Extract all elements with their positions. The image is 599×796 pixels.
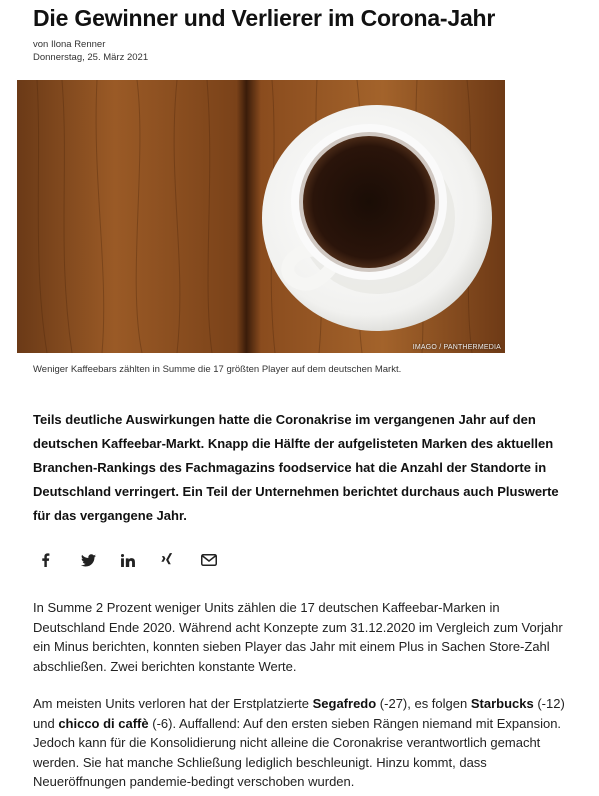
share-email-button[interactable] — [193, 548, 233, 572]
share-linkedin-button[interactable] — [113, 548, 153, 572]
share-twitter-button[interactable] — [73, 548, 113, 572]
article-title: Die Gewinner und Verlierer im Corona-Jahr — [33, 5, 496, 31]
author: von Ilona Renner — [33, 39, 106, 50]
image-caption: Weniger Kaffeebars zählten in Summe die 17 größten Player auf dem deutschen Markt. — [33, 364, 402, 375]
article-paragraph: In Summe 2 Prozent weniger Units zählen die 17 deutschen Kaffeebar-Marken in Deutschland Ende 2020. Während acht Konzepte zum 31.12.2020 im Vergleich zum Vorjahr ein Minus berichten, konnten sieben Player das Jahr mit einem Plus in Sachen Store-Zahl abschließen. Zwei berichten konstante Werte. — [33, 600, 563, 674]
brand-starbucks: Starbucks — [470, 696, 534, 711]
coffee-cup-photo — [17, 80, 505, 353]
article-paragraph — [33, 694, 573, 792]
text-span: Am meisten Units verloren hat der Erstplatzierte — [33, 696, 313, 711]
text-span: (-27), es folgen — [376, 696, 471, 711]
image-credit: IMAGO / PANTHERMEDIA — [412, 344, 501, 351]
twitter-icon — [81, 554, 96, 567]
article-meta — [33, 39, 148, 64]
text-span: (-12) und — [33, 696, 565, 731]
hero-image — [17, 80, 505, 353]
text-span: (-6). Auffallend: Auf den ersten sieben Rängen niemand mit Expansion. Jedoch kann für die Konsolidierung nicht alleine die Coronakrise verantwortlich gemacht werden. Sie hat manche Schließung lediglich beschleunigt. Hinzu kommt, dass Neueröffnungen pandemie-bedingt verschoben wurden. — [33, 715, 562, 789]
publish-date: Donnerstag, 25. März 2021 — [33, 51, 149, 63]
xing-icon — [161, 553, 173, 567]
share-bar — [33, 548, 233, 572]
linkedin-icon — [121, 554, 135, 567]
brand-segafredo: Segafredo — [312, 696, 377, 711]
article-lead: Teils deutliche Auswirkungen hatte die Coronakrise im vergangenen Jahr auf den deutschen Kaffeebar-Markt. Knapp die Hälfte der aufgelisteten Marken des aktuellen Branchen-Rankings des Fachmagazins foodservice hat die Anzahl der Standorte in Deutschland verringert. Ein Teil der Unternehmen berichtet durchaus auch Pluswerte für das vergangene Jahr. — [33, 412, 559, 523]
share-facebook-button[interactable] — [33, 548, 73, 572]
brand-chicco-di-caffe: chicco di caffè — [58, 715, 149, 731]
share-xing-button[interactable] — [153, 548, 193, 572]
email-icon — [201, 554, 217, 566]
facebook-icon — [41, 553, 50, 567]
